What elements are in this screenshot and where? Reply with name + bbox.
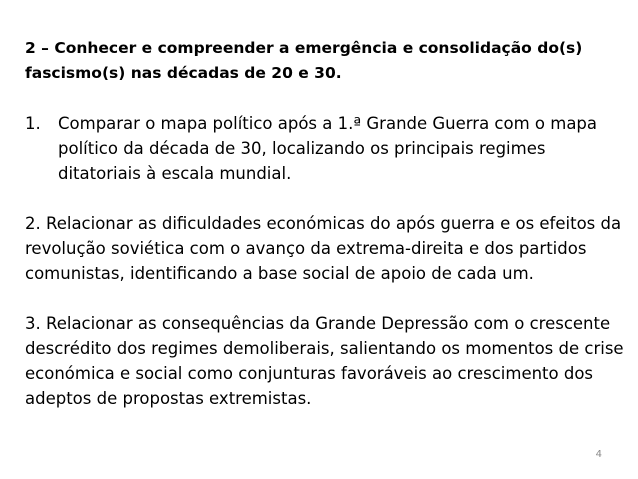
objective-item-1-text: Comparar o mapa político após a 1.ª Grande Guerra com o mapa político da década de 30, localizando os principais regimes ditatoriais à escala mundial. xyxy=(58,114,598,183)
slide-body xyxy=(25,36,630,411)
spacer xyxy=(25,186,630,211)
page-number: 4 xyxy=(595,449,602,460)
section-heading: 2 – Conhecer e compreender a emergência e consolidação do(s) fascismo(s) nas décadas de 20 e 30. xyxy=(25,39,583,82)
objective-item-2: 2. Relacionar as dificuldades económicas do após guerra e os efeitos da revolução soviética com o avanço da extrema-direita e dos partidos comunistas, identificando a base social de apoio de cada um. xyxy=(25,214,622,283)
objective-item-3: 3. Relacionar as consequências da Grande Depressão com o crescente descrédito dos regimes demoliberais, salientando os momentos de crise económica e social como conjunturas favoráveis ao crescimento dos adeptos de propostas extremistas. xyxy=(25,314,624,408)
objective-item-1 xyxy=(25,111,630,186)
spacer xyxy=(25,286,630,311)
spacer xyxy=(25,86,630,111)
objective-item-1-number: 1. xyxy=(25,114,41,133)
